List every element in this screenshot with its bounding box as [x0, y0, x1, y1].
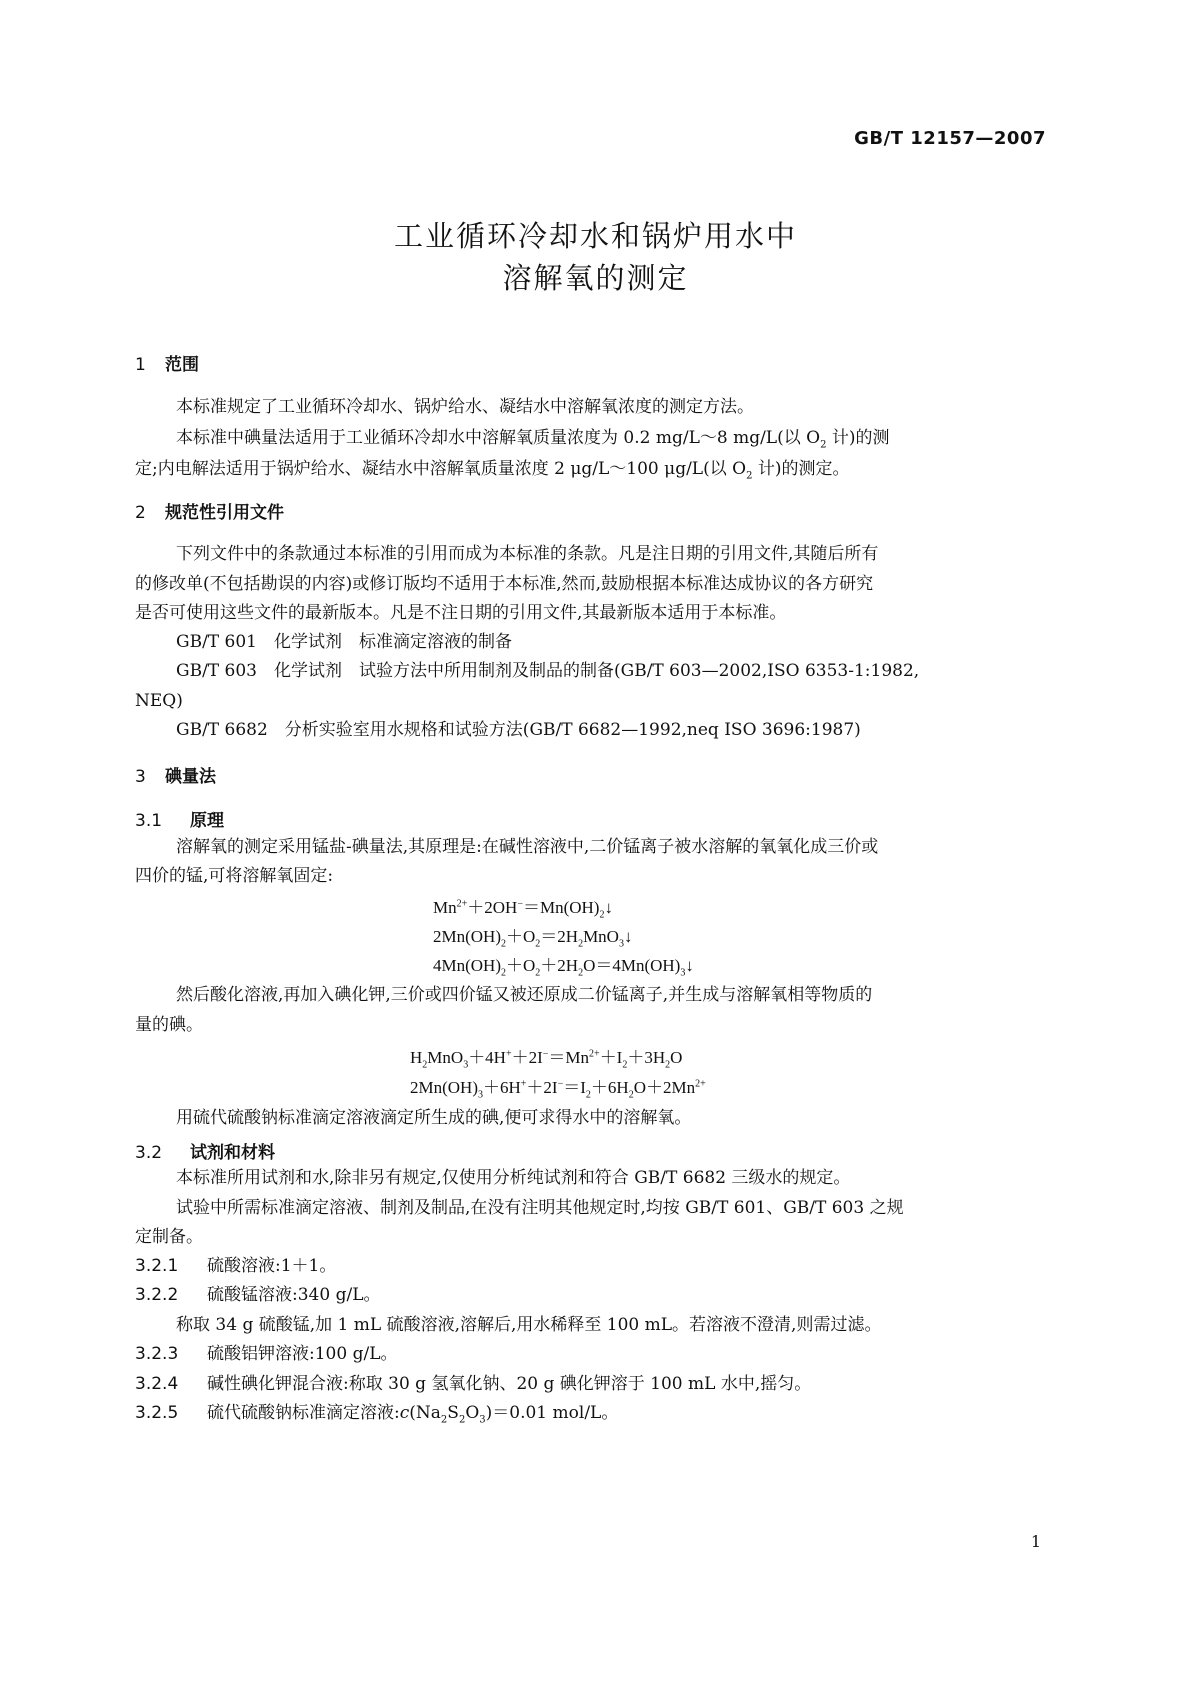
- subsection-3-1-heading: [135, 806, 224, 831]
- title-line-2: 溶解氧的测定: [502, 261, 689, 295]
- equation-1: $Mn^{2+}+2OH^-=Mn(OH)_2↓$: [433, 898, 613, 921]
- clause-3-2-1: [135, 1251, 336, 1282]
- clause-3-2-3: [135, 1339, 397, 1370]
- text-run: 定;内电解法适用于锅炉给水、凝结水中溶解氧质量浓度 2 μg/L～100 μg/L(以 O: [135, 459, 747, 479]
- paragraph: 量的碘。: [135, 1015, 203, 1035]
- clause-number: 3.2.2: [135, 1285, 179, 1305]
- section-number: 3.1: [135, 811, 163, 831]
- section-title: 碘量法: [165, 767, 216, 787]
- section-number: 3.2: [135, 1143, 163, 1163]
- clause-text: 硫代硫酸钠标准滴定溶液:: [207, 1403, 400, 1423]
- text-run: 计)的测定。: [752, 459, 850, 479]
- formula-text: O: [465, 1403, 480, 1423]
- clause-text: 硫酸铝钾溶液:100 g/L。: [207, 1344, 398, 1364]
- paragraph: 下列文件中的条款通过本标准的引用而成为本标准的条款。凡是注日期的引用文件,其随后所有: [176, 544, 879, 564]
- reference-item: GB/T 6682 分析实验室用水规格和试验方法(GB/T 6682—1992,neq ISO 3696:1987): [176, 720, 861, 740]
- equation-4: $H_2MnO_3+4H^++2I^-=Mn^{2+}+I_2+3H_2O$: [410, 1048, 683, 1071]
- title-line-1: 工业循环冷却水和锅炉用水中: [393, 219, 797, 253]
- subsection-3-2-heading: [135, 1138, 275, 1163]
- paragraph: 用硫代硫酸钠标准滴定溶液滴定所生成的碘,便可求得水中的溶解氧。: [176, 1108, 692, 1128]
- clause-number: 3.2.5: [135, 1403, 179, 1423]
- section-title: 试剂和材料: [190, 1143, 275, 1163]
- section-number: 2: [135, 503, 146, 523]
- equation-5: $2Mn(OH)_3+6H^++2I^-=I_2+6H_2O+2Mn^{2+}$: [410, 1078, 706, 1101]
- clause-text: 硫酸锰溶液:340 g/L。: [207, 1285, 381, 1305]
- paragraph: 本标准所用试剂和水,除非另有规定,仅使用分析纯试剂和符合 GB/T 6682 三级水的规定。: [176, 1168, 851, 1188]
- page-number: 1: [1030, 1532, 1041, 1551]
- paragraph: 本标准规定了工业循环冷却水、锅炉给水、凝结水中溶解氧浓度的测定方法。: [176, 397, 754, 417]
- equation-3: $4Mn(OH)_2+O_2+2H_2O=4Mn(OH)_3↓$: [433, 956, 694, 979]
- paragraph: [135, 454, 850, 491]
- formula-text: (Na: [409, 1403, 441, 1423]
- paragraph: 称取 34 g 硫酸锰,加 1 mL 硫酸溶液,溶解后,用水稀释至 100 mL。若溶液不澄清,则需过滤。: [176, 1315, 882, 1335]
- paragraph: 的修改单(不包括勘误的内容)或修订版均不适用于本标准,然而,鼓励根据本标准达成协议的各方研究: [135, 574, 874, 594]
- reference-item: GB/T 601 化学试剂 标准滴定溶液的制备: [176, 632, 512, 652]
- equation-2: $2Mn(OH)_2+O_2=2H_2MnO_3↓$: [433, 927, 633, 950]
- clause-3-2-2: [135, 1280, 380, 1311]
- formula-text: S: [447, 1403, 459, 1423]
- paragraph: 然后酸化溶液,再加入碘化钾,三价或四价锰又被还原成二价锰离子,并生成与溶解氧相等物质的: [176, 985, 873, 1005]
- reference-item: NEQ): [135, 691, 183, 711]
- section-3-heading: [135, 762, 216, 787]
- paragraph: 定制备。: [135, 1227, 203, 1247]
- subscript: 2: [440, 1414, 448, 1426]
- formula-text: )＝0.01 mol/L。: [485, 1403, 619, 1423]
- subscript: 3: [479, 1414, 486, 1426]
- clause-number: 3.2.1: [135, 1256, 179, 1276]
- section-1-heading: [135, 350, 199, 375]
- section-title: 规范性引用文件: [165, 503, 284, 523]
- subscript: 2: [746, 470, 753, 482]
- section-2-heading: [135, 498, 284, 523]
- clause-3-2-5: [135, 1398, 618, 1435]
- subscript: 2: [458, 1414, 466, 1426]
- text-run: 计)的测: [826, 428, 890, 448]
- text-run: 本标准中碘量法适用于工业循环冷却水中溶解氧质量浓度为 0.2 mg/L～8 mg/L(以 O: [176, 428, 821, 448]
- subscript: 2: [820, 439, 827, 451]
- paragraph: 试验中所需标准滴定溶液、制剂及制品,在没有注明其他规定时,均按 GB/T 601、GB/T 603 之规: [176, 1198, 904, 1218]
- section-title: 原理: [190, 811, 224, 831]
- clause-text: 碱性碘化钾混合液:称取 30 g 氢氧化钠、20 g 碘化钾溶于 100 mL 水中,摇匀。: [207, 1374, 812, 1394]
- section-number: 1: [135, 355, 146, 375]
- paragraph: 是否可使用这些文件的最新版本。凡是不注日期的引用文件,其最新版本适用于本标准。: [135, 603, 787, 623]
- clause-text: 硫酸溶液:1＋1。: [207, 1256, 337, 1276]
- standard-code: GB/T 12157—2007: [854, 128, 1046, 149]
- clause-number: 3.2.3: [135, 1344, 179, 1364]
- clause-number: 3.2.4: [135, 1374, 179, 1394]
- paragraph: 四价的锰,可将溶解氧固定:: [135, 866, 334, 886]
- section-title: 范围: [165, 355, 199, 375]
- clause-3-2-4: [135, 1369, 811, 1400]
- paragraph: 溶解氧的测定采用锰盐-碘量法,其原理是:在碱性溶液中,二价锰离子被水溶解的氧氧化成三价或: [176, 837, 879, 857]
- formula-symbol: c: [399, 1403, 410, 1423]
- section-number: 3: [135, 767, 146, 787]
- reference-item: GB/T 603 化学试剂 试验方法中所用制剂及制品的制备(GB/T 603—2002,ISO 6353-1:1982,: [176, 661, 920, 681]
